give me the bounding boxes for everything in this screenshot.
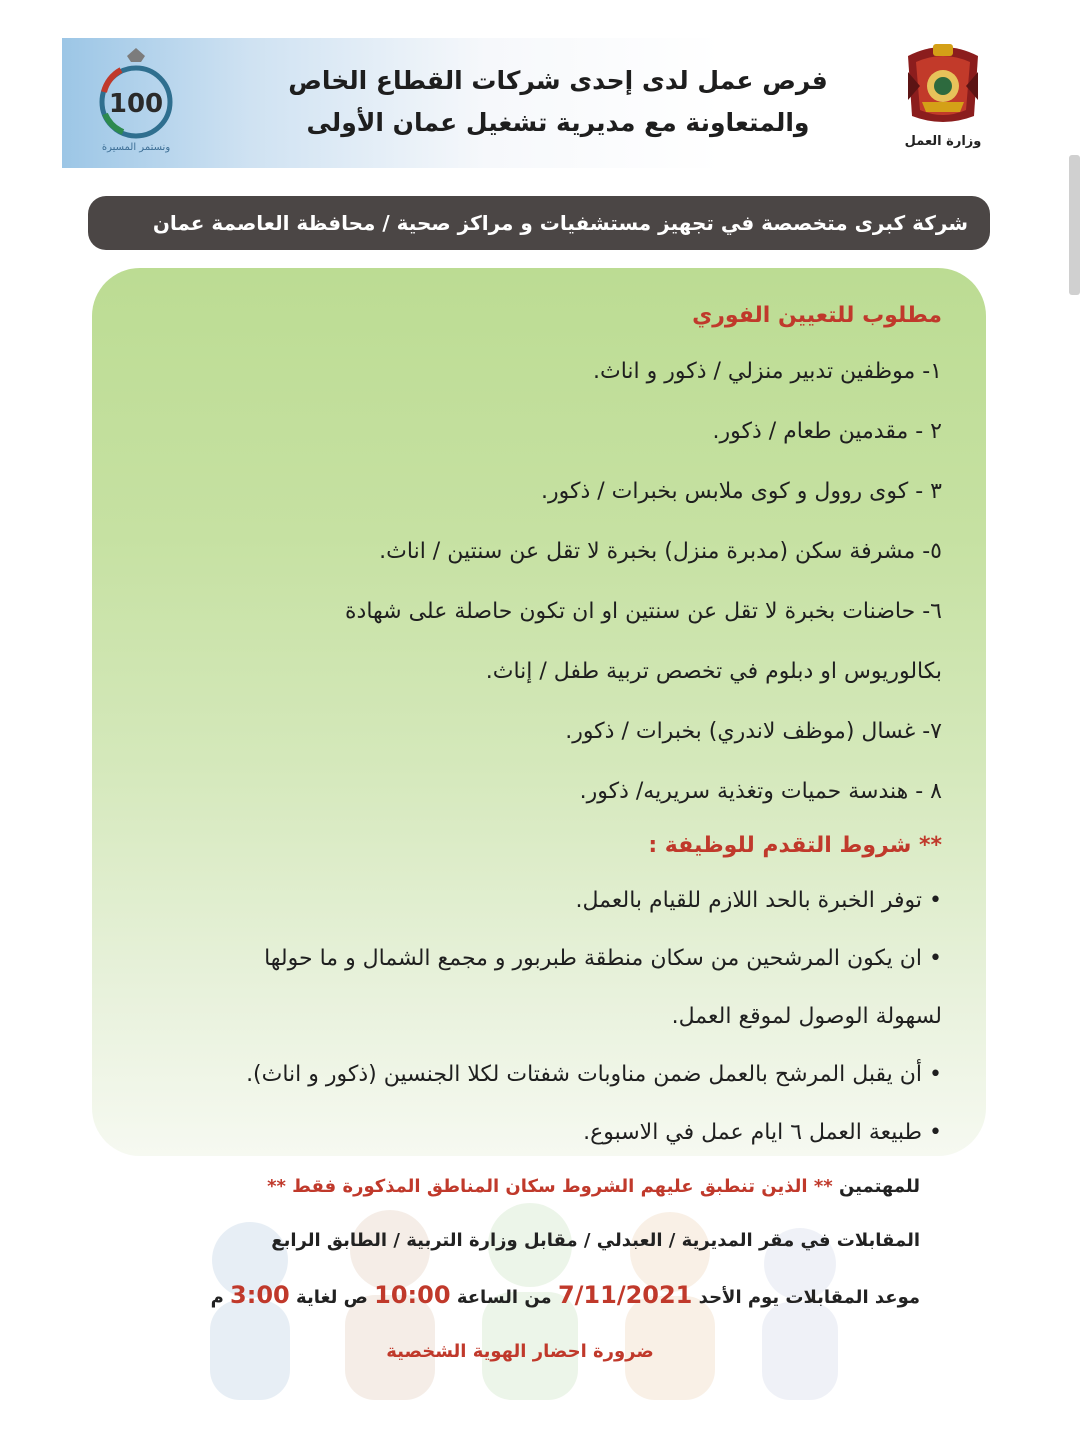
centennial-emblem-icon [93, 46, 179, 142]
coat-of-arms-icon [900, 42, 986, 134]
interview-location: المقابلات في مقر المديرية / العبدلي / مقابل وزارة التربية / الطابق الرابع [271, 1230, 920, 1251]
until-label: ص لغاية [296, 1287, 368, 1308]
interview-time [120, 1268, 920, 1325]
job-card [92, 268, 986, 1156]
condition-item: لسهولة الوصول لموقع العمل. [671, 1004, 942, 1029]
header-title-line-2: والمتعاونة مع مديرية تشغيل عمان الأولى [306, 108, 810, 137]
scrollbar[interactable] [1069, 155, 1080, 295]
end-time: 3:00 [230, 1281, 290, 1309]
condition-item: • ان يكون المرشحين من سكان منطقة طبربور و مجمع الشمال و ما حولها [264, 946, 942, 971]
header-title [262, 60, 854, 144]
ministry-label: وزارة العمل [904, 134, 982, 149]
start-time: 10:00 [374, 1281, 451, 1309]
header-title-line-1: فرص عمل لدى إحدى شركات القطاع الخاص [288, 66, 828, 95]
centennial-logo [90, 46, 182, 164]
list-item: ٣ - كوى روول و كوى ملابس بخبرات / ذكور. [541, 479, 942, 504]
list-item: بكالوريوس او دبلوم في تخصص تربية طفل / إناث. [485, 659, 942, 684]
required-title: مطلوب للتعيين الفوري [692, 303, 942, 328]
centennial-slogan: ونستمر المسيرة [101, 142, 171, 153]
interested-label: للمهتمين [838, 1176, 920, 1197]
conditions-list [130, 872, 942, 1162]
list-item: ٦- حاضنات بخبرة لا تقل عن سنتين او ان تكون حاصلة على شهادة [345, 599, 942, 624]
ministry-of-labour-logo [894, 42, 992, 164]
list-item: ٧- غسال (موظف لاندري) بخبرات / ذكور. [565, 719, 942, 744]
company-banner: شركة كبرى متخصصة في تجهيز مستشفيات و مراكز صحية / محافظة العاصمة عمان [88, 196, 990, 250]
conditions-title: ** شروط التقدم للوظيفة : [648, 833, 942, 858]
interview-day-label: موعد المقابلات يوم الأحد [698, 1287, 920, 1308]
from-label: من الساعة [456, 1287, 552, 1308]
list-item: ٥- مشرفة سكن (مدبرة منزل) بخبرة لا تقل عن سنتين / اناث. [379, 539, 942, 564]
pm-label: م [210, 1287, 224, 1308]
footer-line-1 [120, 1160, 920, 1214]
condition-item: • أن يقبل المرشح بالعمل ضمن مناوبات شفتات لكلا الجنسين (ذكور و اناث). [246, 1062, 942, 1087]
jobs-list [130, 342, 942, 822]
condition-item: • توفر الخبرة بالحد اللازم للقيام بالعمل. [575, 888, 942, 913]
centennial-number: 100 [108, 89, 164, 119]
list-item: ٢ - مقدمين طعام / ذكور. [712, 419, 942, 444]
id-requirement: ضرورة احضار الهوية الشخصية [386, 1341, 654, 1362]
eligibility-note: ** الذين تنطبق عليهم الشروط سكان المناطق المذكورة فقط ** [267, 1176, 833, 1197]
header [62, 38, 1004, 168]
list-item: ١- موظفين تدبير منزلي / ذكور و اناث. [592, 359, 942, 384]
list-item: ٨ - هندسة حميات وتغذية سريريه/ ذكور. [579, 779, 942, 804]
condition-item: • طبيعة العمل ٦ ايام عمل في الاسبوع. [583, 1120, 942, 1145]
interview-date: 7/11/2021 [557, 1281, 693, 1309]
footer [120, 1160, 920, 1400]
